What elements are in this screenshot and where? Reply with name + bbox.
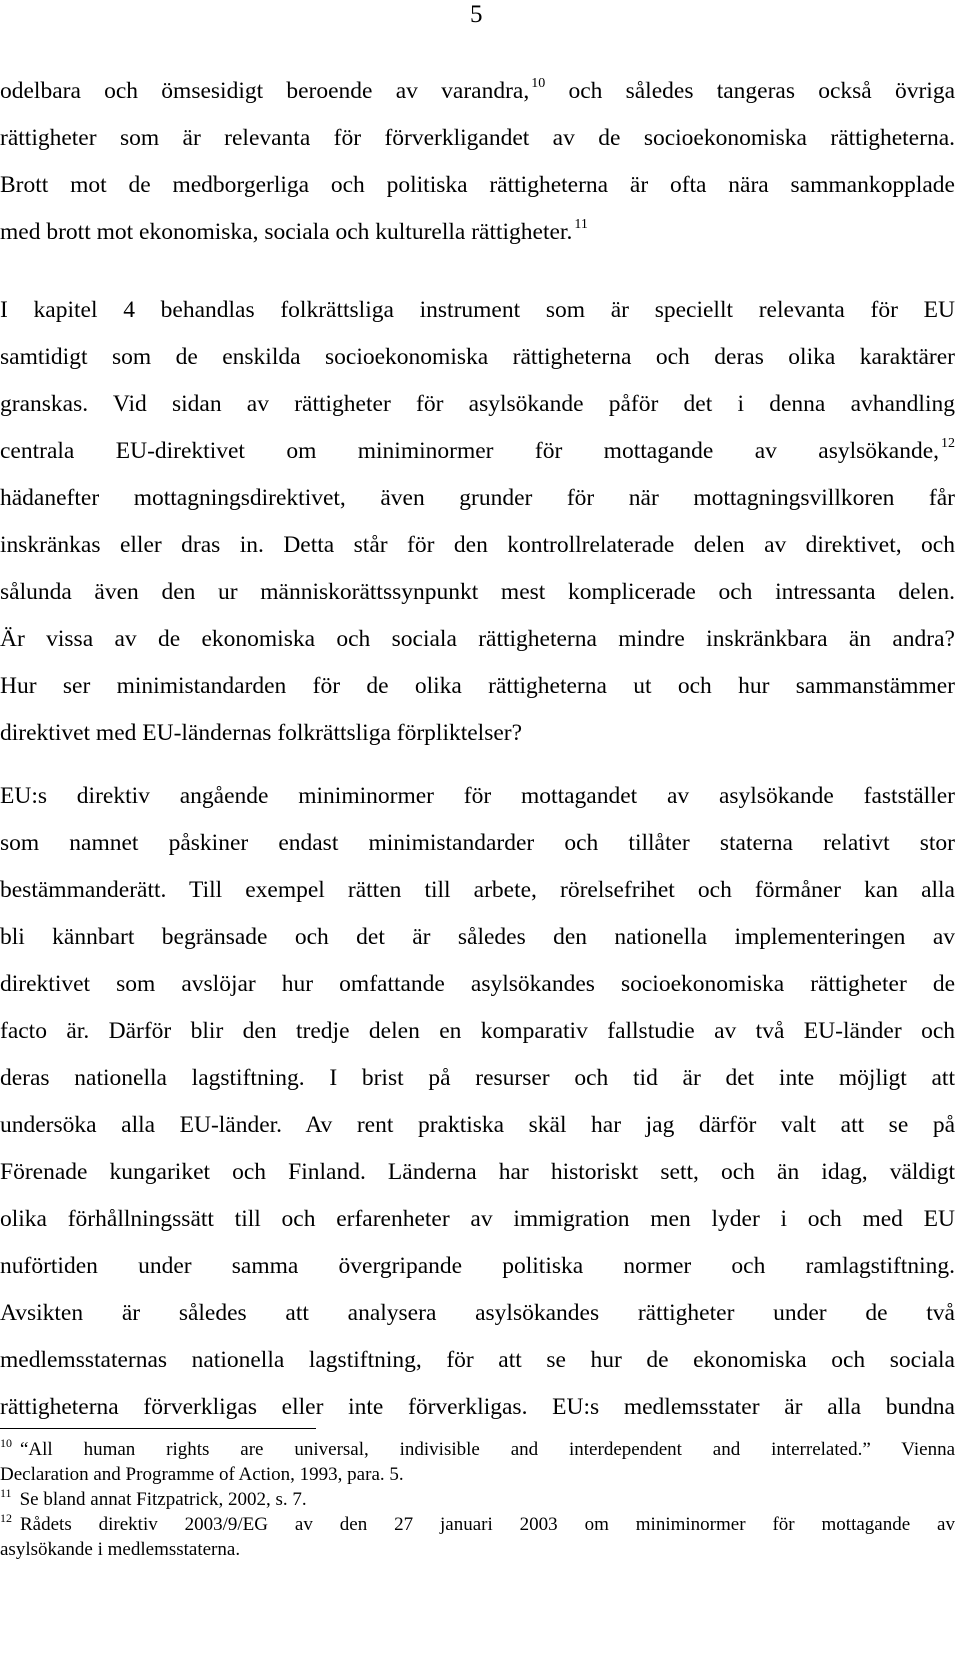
text-span: centrala EU-direktivet om miniminormer för mottagande av asylsökande, — [0, 438, 939, 464]
footnote-ref-12[interactable]: 12 — [941, 436, 955, 451]
text-line: EU:s direktiv angående miniminormer för mottagandet av asylsökande fastställer — [0, 783, 955, 809]
text-line: sålunda även den ur människorättssynpunkt mest komplicerade och intressanta delen. — [0, 579, 955, 605]
text-line — [0, 209, 955, 256]
text-line: medlemsstaternas nationella lagstiftning, för att se hur de ekonomiska och sociala — [0, 1347, 955, 1373]
footnote-10 — [0, 1437, 955, 1462]
text-line: direktivet som avslöjar hur omfattande asylsökandes socioekonomiska rättigheter de — [0, 971, 955, 997]
text-line: undersöka alla EU-länder. Av rent praktiska skäl har jag därför valt att se på — [0, 1112, 955, 1138]
text-line: inskränkas eller dras in. Detta står för den kontrollrelaterade delen av direktivet, och — [0, 532, 955, 558]
text-line: samtidigt som de enskilda socioekonomiska rättigheterna och deras olika karaktärer — [0, 344, 955, 370]
text-line: rättigheterna förverkligas eller inte förverkligas. EU:s medlemsstater är alla bundna — [0, 1394, 955, 1420]
footnote-ref-10[interactable]: 10 — [531, 76, 546, 91]
text-line: bli kännbart begränsade och det är således den nationella implementeringen av — [0, 924, 955, 950]
text-line: rättigheter som är relevanta för förverkligandet av de socioekonomiska rättigheterna. — [0, 125, 955, 151]
text-line: Är vissa av de ekonomiska och sociala rättigheterna mindre inskränkbara än andra? — [0, 626, 955, 652]
text-line: deras nationella lagstiftning. I brist på resurser och tid är det inte möjligt att — [0, 1065, 955, 1091]
text-line: Avsikten är således att analysera asylsökandes rättigheter under de två — [0, 1300, 955, 1326]
footnote-mark: 11 — [0, 1486, 12, 1500]
text-line: olika förhållningssätt till och erfarenheter av immigration men lyder i och med EU — [0, 1206, 955, 1232]
text-line: I kapitel 4 behandlas folkrättsliga instrument som är speciellt relevanta för EU — [0, 297, 955, 323]
text-line — [0, 428, 955, 475]
text-span: och således tangeras också övriga — [545, 78, 955, 104]
text-line: Hur ser minimistandarden för de olika rättigheterna ut och hur sammanstämmer — [0, 673, 955, 699]
footnote-text: Se bland annat Fitzpatrick, 2002, s. 7. — [19, 1489, 307, 1510]
paragraph-2 — [0, 287, 955, 757]
text-line: bestämmanderätt. Till exempel rätten till arbete, rörelsefrihet och förmåner kan alla — [0, 877, 955, 903]
text-line: som namnet påskiner endast minimistandarder och tillåter staterna relativt stor — [0, 830, 955, 856]
text-line: hädanefter mottagningsdirektivet, även grunder för när mottagningsvillkoren får — [0, 485, 955, 511]
footnote-12-continued: asylsökande i medlemsstaterna. — [0, 1539, 241, 1560]
paragraph-3 — [0, 773, 955, 1431]
text-line: nuförtiden under samma övergripande politiska normer och ramlagstiftning. — [0, 1253, 955, 1279]
footnote-mark: 12 — [0, 1511, 12, 1525]
text-line: Brott mot de medborgerliga och politiska rättigheterna är ofta nära sammankopplade — [0, 172, 955, 198]
footnotes — [0, 1437, 955, 1562]
page-number: 5 — [470, 1, 483, 28]
text-line: direktivet med EU-ländernas folkrättsliga förpliktelser? — [0, 720, 523, 746]
footnote-12 — [0, 1512, 955, 1537]
text-line: facto är. Därför blir den tredje delen en komparativ fallstudie av två EU-länder och — [0, 1018, 955, 1044]
text-span: med brott mot ekonomiska, sociala och kulturella rättigheter. — [0, 219, 573, 245]
footnote-text: Rådets direktiv 2003/9/EG av den 27 januari 2003 om miniminormer för mottagande av — [20, 1514, 955, 1535]
text-line: Förenade kungariket och Finland. Länderna har historiskt sett, och än idag, väldigt — [0, 1159, 955, 1185]
paragraph-1 — [0, 68, 955, 256]
text-span: odelbara och ömsesidigt beroende av varandra, — [0, 78, 530, 104]
text-line: granskas. Vid sidan av rättigheter för asylsökande påför det i denna avhandling — [0, 391, 955, 417]
text-line — [0, 68, 955, 115]
footnote-mark: 10 — [0, 1436, 12, 1450]
footnote-10-continued: Declaration and Programme of Action, 1993, para. 5. — [0, 1464, 404, 1485]
footnote-11 — [0, 1487, 955, 1512]
footnote-text: “All human rights are universal, indivisible and interdependent and interrelated.” Vienna — [20, 1439, 955, 1460]
footnote-ref-11[interactable]: 11 — [574, 217, 588, 232]
footnote-separator — [0, 1428, 316, 1429]
